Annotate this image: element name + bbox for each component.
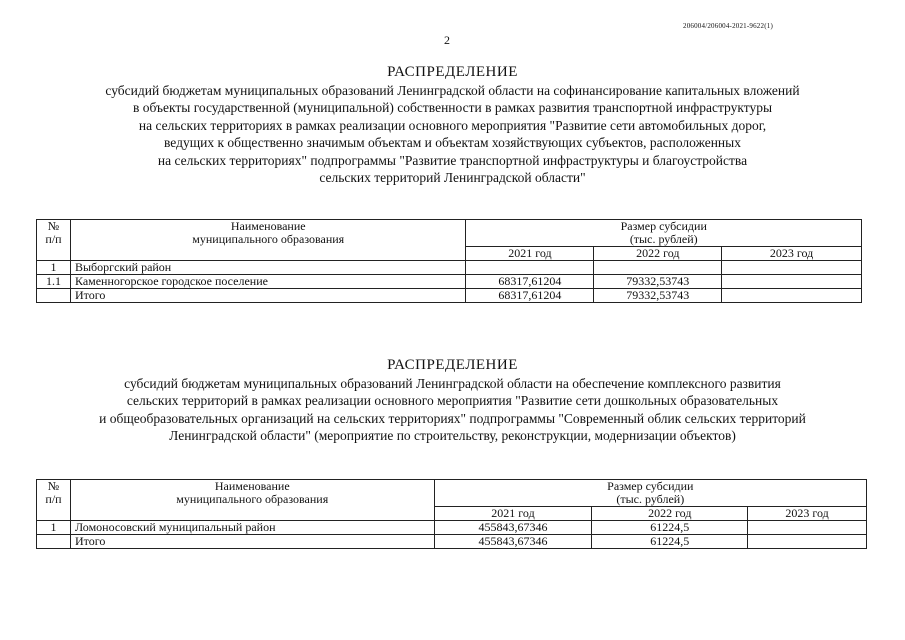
section1-line: на сельских территориях" подпрограммы "Развитие транспортной инфраструктуры и благоустройства (157, 152, 748, 168)
section2-title: РАСПРЕДЕЛЕНИЕ (387, 357, 518, 373)
header-text: Размер субсидии (607, 479, 694, 493)
table-row (37, 261, 862, 275)
cell-num: 1 (37, 521, 71, 535)
header-text: № (47, 219, 60, 233)
table-total-row (37, 289, 862, 303)
header-text: п/п (45, 492, 62, 506)
cell-num: 1 (37, 261, 71, 275)
section1-line: на сельских территориях в рамках реализации основного мероприятия "Развитие сети автомобильных дорог, (138, 117, 767, 133)
cell-name: Итого (70, 535, 434, 549)
cell-num: 1.1 (37, 275, 71, 289)
cell-2023 (722, 289, 862, 303)
section1-line: ведущих к общественно значимым объектам и объектам хозяйствующих субъектов, расположенных (164, 135, 741, 150)
col-header-size (434, 480, 866, 507)
section2-line: субсидий бюджетам муниципальных образований Ленинградской области на обеспечение комплексного развития (124, 375, 781, 391)
cell-2022: 79332,53743 (594, 289, 722, 303)
col-header-year: 2023 год (722, 247, 862, 261)
col-header-year: 2021 год (466, 247, 594, 261)
section2-line: и общеобразовательных организаций на сельских территориях" подпрограммы "Современный облик сельских территорий (99, 410, 806, 426)
section1-title: РАСПРЕДЕЛЕНИЕ (387, 64, 518, 80)
section2-line: Ленинградской области" (мероприятие по строительству, реконструкции, модернизации объектов) (169, 428, 736, 443)
header-text: № (47, 479, 60, 493)
section2-heading (0, 357, 905, 445)
header-text: муниципального образования (176, 492, 329, 506)
table-total-row (37, 535, 867, 549)
cell-2021: 68317,61204 (466, 289, 594, 303)
col-header-num (37, 220, 71, 261)
cell-name: Итого (70, 289, 466, 303)
cell-name: Каменногорское городское поселение (70, 275, 466, 289)
cell-name: Выборгский район (70, 261, 466, 275)
cell-2021: 455843,67346 (434, 521, 592, 535)
cell-2023 (748, 521, 867, 535)
section1-line: сельских территорий Ленинградской области" (319, 170, 586, 185)
header-text: Наименование (230, 219, 306, 233)
section2-table (36, 479, 867, 549)
table-header-row (37, 480, 867, 507)
document-code: 206004/206004-2021-9622(1) (683, 22, 773, 30)
cell-2021 (466, 261, 594, 275)
cell-2023 (748, 535, 867, 549)
header-text: п/п (45, 232, 62, 246)
header-text: Наименование (214, 479, 290, 493)
table-row (37, 521, 867, 535)
cell-2022: 79332,53743 (594, 275, 722, 289)
cell-2022 (594, 261, 722, 275)
header-text: муниципального образования (192, 232, 345, 246)
col-header-size (466, 220, 862, 247)
section1-heading (0, 64, 905, 187)
header-text: (тыс. рублей) (616, 492, 685, 506)
cell-2022: 61224,5 (592, 535, 748, 549)
cell-2022: 61224,5 (592, 521, 748, 535)
col-header-name (70, 220, 466, 261)
header-text: Размер субсидии (620, 219, 707, 233)
section2-line: сельских территорий в рамках реализации основного мероприятия "Развитие сети дошкольных образовательных (126, 393, 779, 408)
cell-num (37, 289, 71, 303)
col-header-year: 2023 год (748, 507, 867, 521)
cell-2023 (722, 275, 862, 289)
col-header-num (37, 480, 71, 521)
col-header-year: 2022 год (592, 507, 748, 521)
section1-line: субсидий бюджетам муниципальных образований Ленинградской области на софинансирование капитальных вложений (105, 82, 800, 98)
col-header-year: 2021 год (434, 507, 592, 521)
cell-2021: 68317,61204 (466, 275, 594, 289)
table-row (37, 275, 862, 289)
header-text: (тыс. рублей) (629, 232, 698, 246)
cell-name: Ломоносовский муниципальный район (70, 521, 434, 535)
table-header-row (37, 220, 862, 247)
section1-line: в объекты государственной (муниципальной) собственности в рамках развития транспортной инфраструктуры (132, 100, 773, 115)
section1-table (36, 219, 862, 303)
col-header-name (70, 480, 434, 521)
cell-2021: 455843,67346 (434, 535, 592, 549)
cell-2023 (722, 261, 862, 275)
cell-num (37, 535, 71, 549)
page-number: 2 (444, 33, 450, 47)
col-header-year: 2022 год (594, 247, 722, 261)
